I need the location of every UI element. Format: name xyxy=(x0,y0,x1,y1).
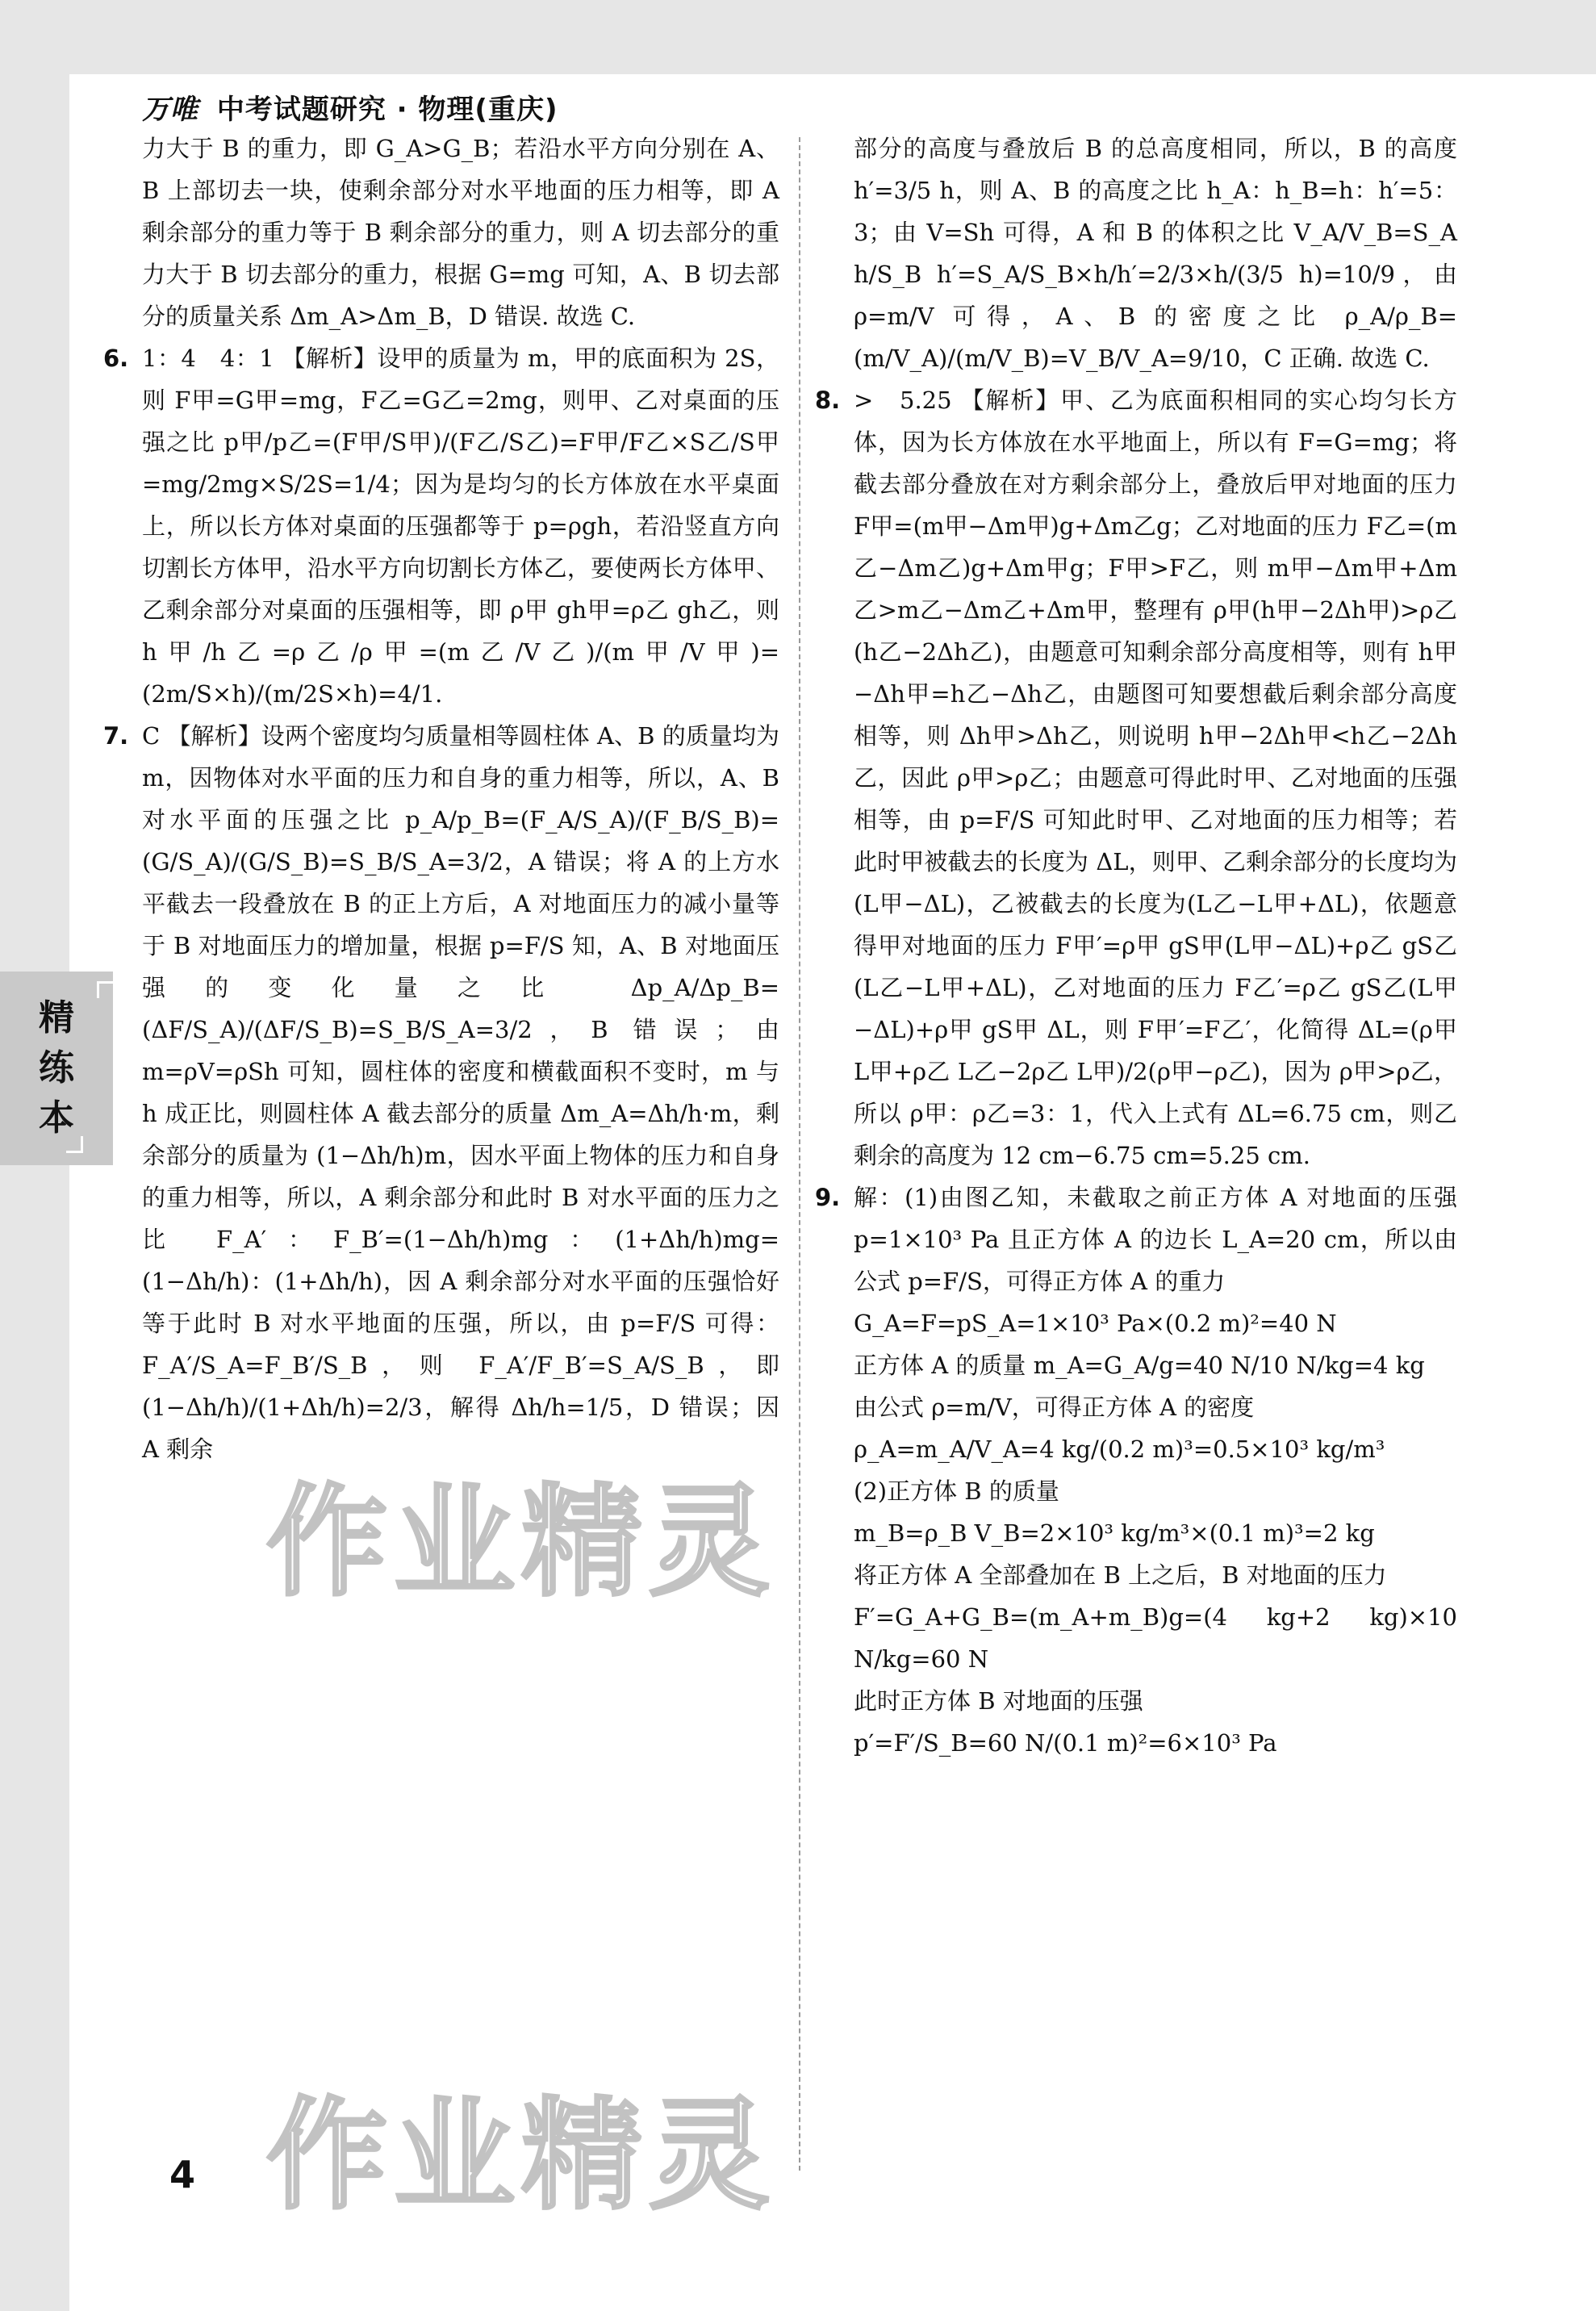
tab-char: 练 xyxy=(39,1047,74,1089)
text-line: 此时正方体 B 对地面的压强 xyxy=(854,1687,1143,1715)
answer-9 xyxy=(815,1176,1457,1302)
watermark: 作业精灵 xyxy=(266,1473,777,1613)
formula-line: G_A=F=pS_A=1×10³ Pa×(0.2 m)²=40 N xyxy=(854,1310,1337,1337)
watermark: 作业精灵 xyxy=(266,2086,777,2226)
tab-bracket-bottom xyxy=(66,1136,83,1153)
answer-6 xyxy=(103,337,779,715)
question-number: 8. xyxy=(815,387,841,414)
formula-line: p′=F′/S_B=60 N/(0.1 m)²=6×10³ Pa xyxy=(854,1729,1277,1757)
column-divider xyxy=(799,137,800,2171)
section-tab xyxy=(0,972,113,1165)
running-header xyxy=(142,87,558,127)
right-column xyxy=(815,127,1457,1764)
tab-char: 精 xyxy=(39,997,74,1038)
formula-line: F′=G_A+G_B=(m_A+m_B)g=(4 kg+2 kg)×10 N/kg=60 N xyxy=(854,1603,1457,1673)
question-number: 7. xyxy=(103,722,129,750)
page-number: 4 xyxy=(169,2153,196,2196)
brand-logo: 万唯 xyxy=(142,94,198,126)
question-number: 6. xyxy=(103,345,129,372)
answer-text: 解：(1)由图乙知，未截取之前正方体 A 对地面的压强 p=1×10³ Pa 且正方体 A 的边长 L_A=20 cm，所以由公式 p=F/S，可得正方体 A 的重力 xyxy=(854,1184,1457,1295)
answer-text: > 5.25 【解析】甲、乙为底面积相同的实心均匀长方体，因为长方体放在水平地面上，所以有 F=G=mg；将截去部分叠放在对方剩余部分上，叠放后甲对地面的压力 F甲=(m甲−Δm甲)g+Δm乙g；乙对地面的压力 F乙=(m乙−Δm乙)g+Δm甲g；F甲>F乙，则 m甲−Δm甲+Δm乙>m乙−Δm乙+Δm甲，整理有 ρ甲(h甲−2Δh甲)>ρ乙(h乙−2Δh乙)，由题意可知剩余部分高度相等，则有 h甲−Δh甲=h乙−Δh乙，由题图可知要想截后剩余部分高度相等，则 Δh甲>Δh乙，则说明 h甲−2Δh甲<h乙−2Δh乙，因此 ρ甲>ρ乙；由题意可得此时甲、乙对地面的压强相等，由 p=F/S 可知此时甲、乙对地面的压力相等；若此时甲被截去的长度为 ΔL，则甲、乙剩余部分的长度均为(L甲−ΔL)，乙被截去的长度为(L乙−L甲+ΔL)，依题意得甲对地面的压力 F甲′=ρ甲 gS甲(L甲−ΔL)+ρ乙 gS乙(L乙−L甲+ΔL)，乙对地面的压力 F乙′=ρ乙 gS乙(L甲−ΔL)+ρ甲 gS甲 ΔL，则 F甲′=F乙′，化简得 ΔL=(ρ甲 L甲+ρ乙 L乙−2ρ乙 L甲)/2(ρ甲−ρ乙)，因为 ρ甲>ρ乙，所以 ρ甲：ρ乙=3：1，代入上式有 ΔL=6.75 cm，则乙剩余的高度为 12 cm−6.75 cm=5.25 cm. xyxy=(854,387,1457,1169)
formula-line: ρ_A=m_A/V_A=4 kg/(0.2 m)³=0.5×10³ kg/m³ xyxy=(854,1435,1385,1463)
answer-text: C 【解析】设两个密度均匀质量相等圆柱体 A、B 的质量均为 m，因物体对水平面的压力和自身的重力相等，所以，A、B 对水平面的压强之比 p_A/p_B=(F_A/S_A)/(F_B/S_B)=(G/S_A)/(G/S_B)=S_B/S_A=3/2，A 错误；将 A 的上方水平截去一段叠放在 B 的正上方后，A 对地面压力的减小量等于 B 对地面压力的增加量，根据 p=F/S 知，A、B 对地面压强的变化量之比 Δp_A/Δp_B=(ΔF/S_A)/(ΔF/S_B)=S_B/S_A=3/2，B 错误；由 m=ρV=ρSh 可知，圆柱体的密度和横截面积不变时，m 与 h 成正比，则圆柱体 A 截去部分的质量 Δm_A=Δh/h·m，剩余部分的质量为 (1−Δh/h)m，因水平面上物体的压力和自身的重力相等，所以，A 剩余部分和此时 B 对水平面的压力之比 F_A′：F_B′=(1−Δh/h)mg：(1+Δh/h)mg=(1−Δh/h)：(1+Δh/h)，因 A 剩余部分对水平面的压强恰好等于此时 B 对水平地面的压强，所以，由 p=F/S 可得：F_A′/S_A=F_B′/S_B，则 F_A′/F_B′=S_A/S_B，即 (1−Δh/h)/(1+Δh/h)=2/3，解得 Δh/h=1/5，D 错误；因 A 剩余 xyxy=(142,722,779,1463)
answer-8 xyxy=(815,379,1457,1176)
tab-char: 本 xyxy=(39,1097,74,1139)
answer-7-continuation: 部分的高度与叠放后 B 的总高度相同，所以，B 的高度 h′=3/5 h，则 A、B 的高度之比 h_A：h_B=h：h′=5：3；由 V=Sh 可得，A 和 B 的体积之比 V_A/V_B=S_A h/S_B h′=S_A/S_B×h/h′=2/3×h/(3/5 h)=10/9，由 ρ=m/V 可得，A、B 的密度之比 ρ_A/ρ_B=(m/V_A)/(m/V_B)=V_B/V_A=9/10，C 正确. 故选 C. xyxy=(854,135,1457,372)
answer-text: 1：4 4：1 【解析】设甲的质量为 m，甲的底面积为 2S，则 F甲=G甲=mg，F乙=G乙=2mg，则甲、乙对桌面的压强之比 p甲/p乙=(F甲/S甲)/(F乙/S乙)=F甲/F乙×S乙/S甲=mg/2mg×S/2S=1/4；因为是均匀的长方体放在水平桌面上，所以长方体对桌面的压强都等于 p=ρgh，若沿竖直方向切割长方体甲，沿水平方向切割长方体乙，要使两长方体甲、乙剩余部分对桌面的压强相等，即 ρ甲 gh甲=ρ乙 gh乙，则 h甲/h乙=ρ乙/ρ甲=(m乙/V乙)/(m甲/V甲)=(2m/S×h)/(m/2S×h)=4/1. xyxy=(142,345,779,708)
book-title: 中考试题研究 · 物理(重庆) xyxy=(216,94,558,126)
answer-5-continuation: 力大于 B 的重力，即 G_A>G_B；若沿水平方向分别在 A、B 上部切去一块，使剩余部分对水平地面的压力相等，即 A 剩余部分的重力等于 B 剩余部分的重力，则 A 切去部分的重力大于 B 切去部分的重力，根据 G=mg 可知，A、B 切去部分的质量关系 Δm_A>Δm_B，D 错误. 故选 C. xyxy=(142,135,779,330)
text-line: 由公式 ρ=m/V，可得正方体 A 的密度 xyxy=(854,1394,1255,1421)
tab-bracket-top xyxy=(97,981,114,998)
text-line: (2)正方体 B 的质量 xyxy=(854,1477,1059,1505)
left-column xyxy=(103,127,779,1470)
text-line: 将正方体 A 全部叠加在 B 上之后，B 对地面的压力 xyxy=(854,1561,1387,1589)
formula-line: m_B=ρ_B V_B=2×10³ kg/m³×(0.1 m)³=2 kg xyxy=(854,1519,1375,1547)
answer-7 xyxy=(103,715,779,1470)
question-number: 9. xyxy=(815,1184,841,1211)
formula-line: 正方体 A 的质量 m_A=G_A/g=40 N/10 N/kg=4 kg xyxy=(854,1352,1425,1379)
